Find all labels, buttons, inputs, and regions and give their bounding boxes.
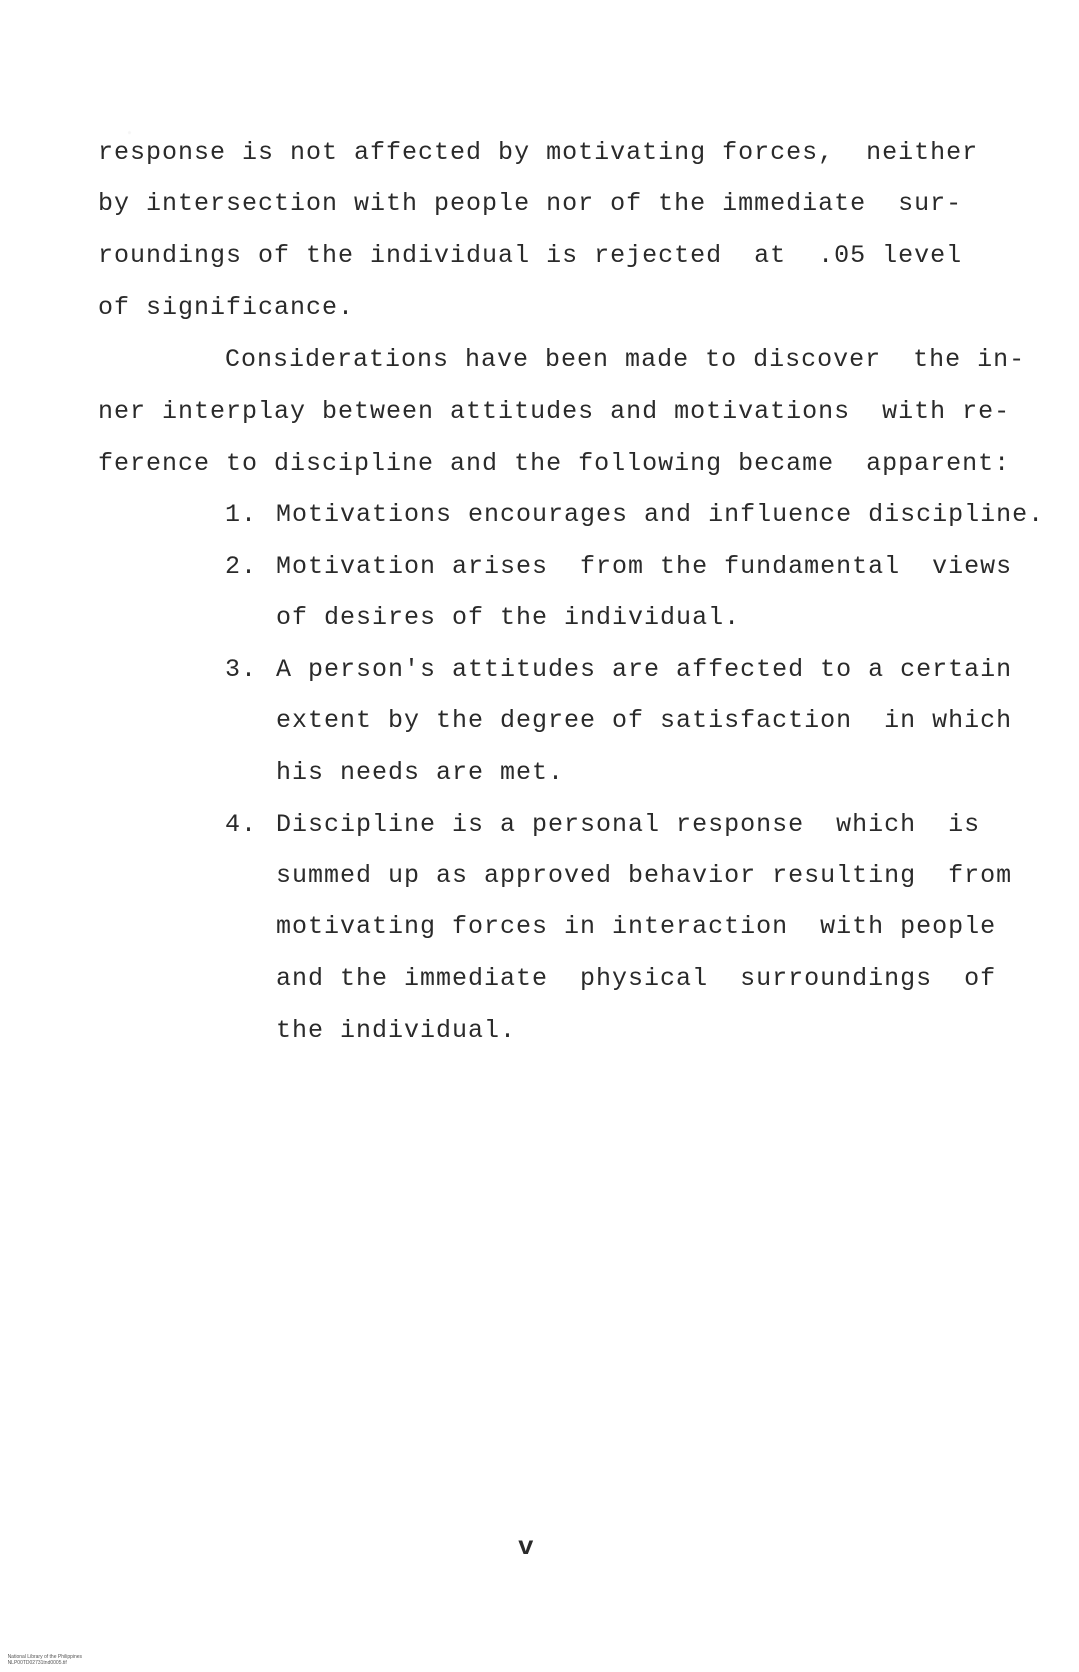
paragraph1-line-1: response is not affected by motivating forces, neither <box>98 138 979 167</box>
list-item-4-line-2: summed up as approved behavior resulting from <box>276 861 1013 890</box>
footer-file-id: NLP00TD02731tnd0005.tif <box>7 1660 67 1666</box>
list-item-1-number: 1. <box>225 500 258 529</box>
list-item-4-line-3: motivating forces in interaction with people <box>276 912 997 941</box>
list-item-2-number: 2. <box>225 552 258 581</box>
paragraph2-line-3: ference to discipline and the following became apparent: <box>98 449 1011 478</box>
list-item-2-line-2: of desires of the individual. <box>276 603 741 632</box>
page-number: v <box>518 1532 534 1562</box>
list-item-4-line-1: Discipline is a personal response which is <box>276 810 981 839</box>
paragraph1-line-3: roundings of the individual is rejected at .05 level <box>98 241 963 270</box>
list-item-3-number: 3. <box>225 655 258 684</box>
list-item-4-number: 4. <box>225 810 258 839</box>
paragraph1-line-4: of significance. <box>98 293 355 322</box>
list-item-3-line-3: his needs are met. <box>276 758 565 787</box>
list-item-2-line-1: Motivation arises from the fundamental views <box>276 552 1013 581</box>
list-item-4-line-4: and the immediate physical surroundings of <box>276 964 997 993</box>
list-item-4-line-5: the individual. <box>276 1016 517 1045</box>
list-item-1-line-1: Motivations encourages and influence discipline. <box>276 500 1045 529</box>
list-item-3-line-1: A person's attitudes are affected to a certain <box>276 655 1013 684</box>
list-item-3-line-2: extent by the degree of satisfaction in which <box>276 706 1013 735</box>
paragraph2-line-2: ner interplay between attitudes and motivations with re- <box>98 397 1011 426</box>
scan-footer <box>2 1648 100 1672</box>
paragraph1-line-2: by intersection with people nor of the immediate sur- <box>98 189 963 218</box>
paragraph2-line-1: Considerations have been made to discover the in- <box>225 345 1026 374</box>
footer-library: National Library of the Philippines <box>7 1654 83 1660</box>
